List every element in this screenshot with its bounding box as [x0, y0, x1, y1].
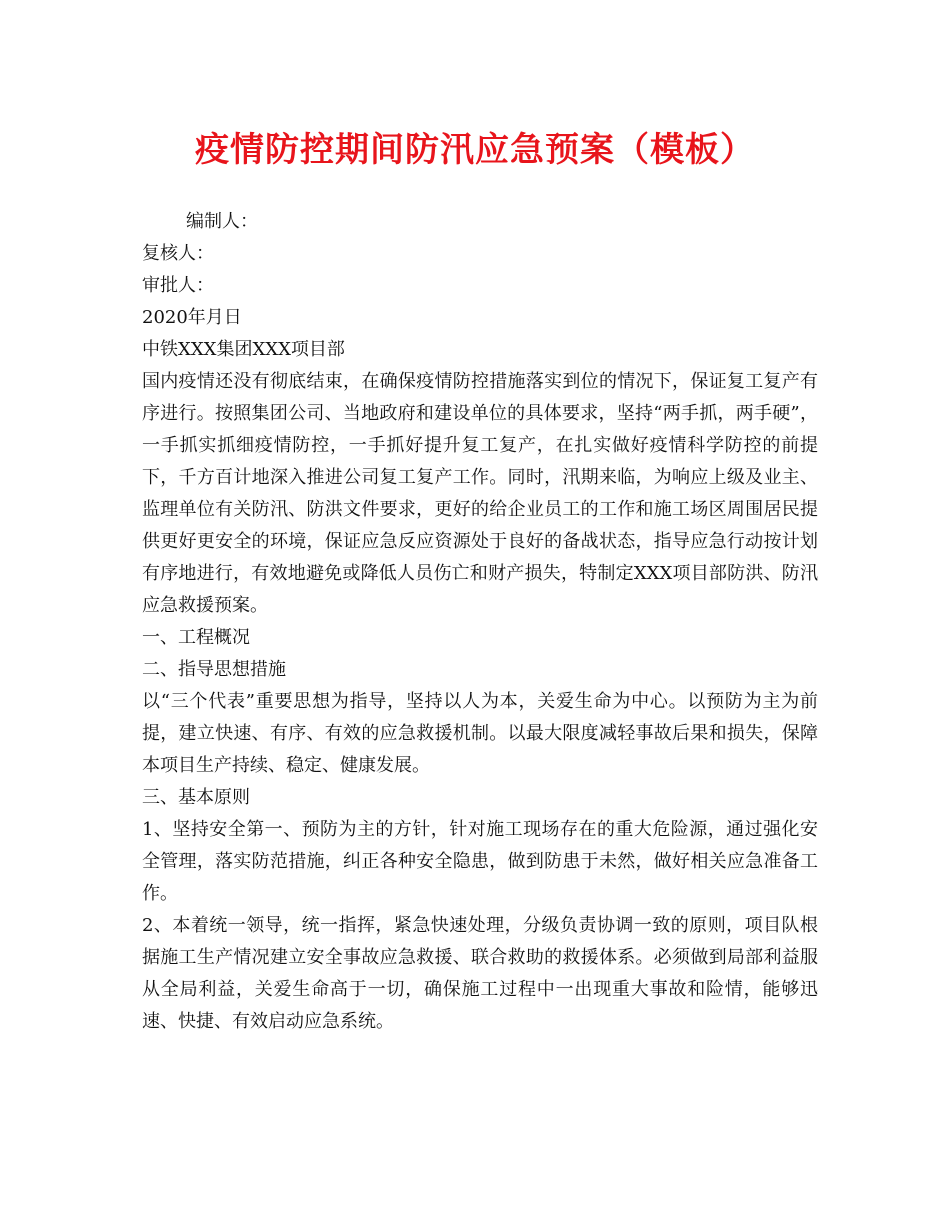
editor-line: 编制人： — [186, 211, 258, 232]
reviewer-line: 复核人： — [142, 243, 214, 264]
section-heading-overview: 一、工程概况 — [142, 627, 250, 648]
intro-paragraph: 国内疫情还没有彻底结束，在确保疫情防控措施落实到位的情况下，保证复工复产有序进行。按照集团公司、当地政府和建设单位的具体要求，坚持“两手抓，两手硬”，一手抓实抓细疫情防控，一手抓好提升复工复产，在扎实做好疫情科学防控的前提下，千方百计地深入推进公司复工复产工作。同时，汛期来临，为响应上级及业主、监理单位有关防汛、防洪文件要求，更好的给企业员工的工作和施工场区周围居民提供更好更安全的环境，保证应急反应资源处于良好的备战状态，指导应急行动按计划有序地进行，有效地避免或降低人员伤亡和财产损失，特制定XXX项目部防洪、防汛应急救援预案。 — [142, 371, 818, 616]
document-body — [142, 206, 818, 1038]
section-heading-basic-principles: 三、基本原则 — [142, 787, 250, 808]
organization-line: 中铁XXX集团XXX项目部 — [142, 339, 345, 360]
guiding-ideology-paragraph: 以“三个代表”重要思想为指导，坚持以人为本，关爱生命为中心。以预防为主为前提，建立快速、有序、有效的应急救援机制。以最大限度减轻事故后果和损失，保障本项目生产持续、稳定、健康发展。 — [142, 691, 818, 776]
document-title: 疫情防控期间防汛应急预案（模板） — [195, 130, 755, 170]
section-heading-guiding-ideology: 二、指导思想措施 — [142, 659, 286, 680]
date-line: 2020年月日 — [142, 307, 242, 328]
principle-2-paragraph: 2、本着统一领导，统一指挥，紧急快速处理，分级负责协调一致的原则，项目队根据施工生产情况建立安全事故应急救援、联合救助的救援体系。必须做到局部利益服从全局利益，关爱生命高于一切，确保施工过程中一出现重大事故和险情，能够迅速、快捷、有效启动应急系统。 — [142, 915, 818, 1032]
principle-1-paragraph: 1、坚持安全第一、预防为主的方针，针对施工现场存在的重大危险源，通过强化安全管理，落实防范措施，纠正各种安全隐患，做到防患于未然，做好相关应急准备工作。 — [142, 819, 818, 904]
approver-line: 审批人： — [142, 275, 214, 296]
